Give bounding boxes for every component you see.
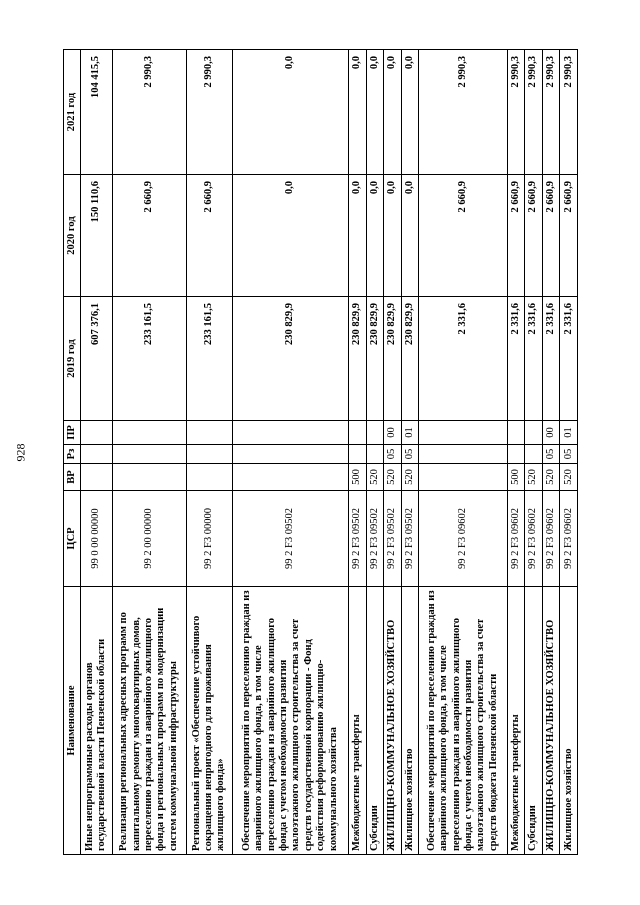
row-pr: 00 <box>384 421 402 445</box>
table-row <box>542 50 560 855</box>
row-csr: 99 2 F3 09602 <box>507 491 525 587</box>
row-name: Субсидии <box>366 587 384 855</box>
header-vr: ВР <box>64 464 81 491</box>
row-csr: 99 2 F3 09502 <box>349 491 367 587</box>
row-rz <box>112 445 186 464</box>
table-row <box>112 50 186 855</box>
row-2020: 0,0 <box>349 175 367 297</box>
table-row <box>401 50 419 855</box>
row-vr <box>81 464 113 491</box>
row-name: Иные непрограммные расходы органов государственной власти Пензенской области <box>81 587 113 855</box>
row-pr <box>112 421 186 445</box>
row-name: Обеспечение мероприятий по переселению граждан из аварийного жилищного фонда, в том числе переселению граждан из аварийного жилищного фонда с учетом необходимости развития малоэтажного жилищного строительства за счет средств бюджета Пензенской области <box>419 587 507 855</box>
table-row <box>232 50 349 855</box>
row-vr: 500 <box>507 464 525 491</box>
row-rz <box>232 445 349 464</box>
row-2019: 233 161,5 <box>112 297 186 421</box>
row-2020: 0,0 <box>232 175 349 297</box>
row-2019: 230 829,9 <box>366 297 384 421</box>
row-2019: 230 829,9 <box>384 297 402 421</box>
row-csr: 99 2 F3 09502 <box>384 491 402 587</box>
row-pr: 01 <box>401 421 419 445</box>
document-area <box>63 50 578 855</box>
row-pr <box>419 421 507 445</box>
row-2021: 2 990,3 <box>112 50 186 175</box>
row-rz <box>366 445 384 464</box>
row-2019: 2 331,6 <box>419 297 507 421</box>
row-2019: 607 376,1 <box>81 297 113 421</box>
table-row <box>525 50 543 855</box>
row-rz <box>525 445 543 464</box>
row-csr: 99 2 F3 09602 <box>560 491 578 587</box>
row-name: Региональный проект «Обеспечение устойчивого сокращения непригодного для проживания жилищного фонда» <box>186 587 232 855</box>
row-vr <box>112 464 186 491</box>
row-name: Жилищное хозяйство <box>560 587 578 855</box>
row-vr <box>186 464 232 491</box>
row-2020: 0,0 <box>401 175 419 297</box>
row-2020: 2 660,9 <box>419 175 507 297</box>
table-row <box>349 50 367 855</box>
row-vr: 520 <box>384 464 402 491</box>
row-vr: 520 <box>401 464 419 491</box>
row-rz: 05 <box>401 445 419 464</box>
row-2020: 0,0 <box>384 175 402 297</box>
row-2020: 2 660,9 <box>112 175 186 297</box>
row-vr <box>232 464 349 491</box>
row-rz: 05 <box>560 445 578 464</box>
row-2020: 2 660,9 <box>525 175 543 297</box>
table-row <box>507 50 525 855</box>
row-2020: 150 110,6 <box>81 175 113 297</box>
row-name: ЖИЛИЩНО-КОММУНАЛЬНОЕ ХОЗЯЙСТВО <box>384 587 402 855</box>
header-name: Наименование <box>64 587 81 855</box>
row-name: Жилищное хозяйство <box>401 587 419 855</box>
row-pr <box>525 421 543 445</box>
row-2019: 230 829,9 <box>401 297 419 421</box>
row-pr: 01 <box>560 421 578 445</box>
page-number: 928 <box>13 443 28 462</box>
table-row <box>419 50 507 855</box>
row-pr <box>232 421 349 445</box>
row-pr <box>507 421 525 445</box>
row-2020: 2 660,9 <box>560 175 578 297</box>
row-name: Реализация региональных адресных программ по капитальному ремонту многоквартирных домов, переселению граждан из аварийного жилищного фонда и региональных программ по модернизации систем коммунальной инфраструктуры <box>112 587 186 855</box>
table-row <box>560 50 578 855</box>
table-wrapper <box>63 50 578 855</box>
table-row <box>366 50 384 855</box>
row-csr: 99 2 F3 00000 <box>186 491 232 587</box>
row-name: Субсидии <box>525 587 543 855</box>
row-csr: 99 2 F3 09502 <box>366 491 384 587</box>
row-vr: 520 <box>525 464 543 491</box>
row-2021: 0,0 <box>349 50 367 175</box>
row-2021: 0,0 <box>366 50 384 175</box>
row-2020: 0,0 <box>366 175 384 297</box>
row-csr: 99 2 F3 09502 <box>232 491 349 587</box>
row-name: ЖИЛИЩНО-КОММУНАЛЬНОЕ ХОЗЯЙСТВО <box>542 587 560 855</box>
budget-table <box>63 49 578 855</box>
row-2019: 2 331,6 <box>525 297 543 421</box>
row-rz <box>349 445 367 464</box>
row-rz <box>186 445 232 464</box>
row-pr: 00 <box>542 421 560 445</box>
header-pr: ПР <box>64 421 81 445</box>
row-2021: 2 990,3 <box>560 50 578 175</box>
row-2021: 104 415,5 <box>81 50 113 175</box>
row-csr: 99 2 F3 09602 <box>419 491 507 587</box>
row-csr: 99 2 F3 09602 <box>542 491 560 587</box>
table-row <box>81 50 113 855</box>
row-name: Межбюджетные трансферты <box>349 587 367 855</box>
row-2021: 2 990,3 <box>542 50 560 175</box>
row-csr: 99 2 F3 09602 <box>525 491 543 587</box>
header-2021: 2021 год <box>64 50 81 175</box>
row-csr: 99 2 F3 09502 <box>401 491 419 587</box>
row-pr <box>81 421 113 445</box>
row-vr: 500 <box>349 464 367 491</box>
row-2021: 2 990,3 <box>419 50 507 175</box>
table-row <box>384 50 402 855</box>
row-2021: 0,0 <box>232 50 349 175</box>
row-2021: 2 990,3 <box>525 50 543 175</box>
row-2021: 0,0 <box>401 50 419 175</box>
row-vr: 520 <box>560 464 578 491</box>
row-pr <box>366 421 384 445</box>
row-2019: 230 829,9 <box>349 297 367 421</box>
row-2020: 2 660,9 <box>186 175 232 297</box>
row-pr <box>349 421 367 445</box>
row-2019: 2 331,6 <box>507 297 525 421</box>
row-rz <box>81 445 113 464</box>
row-vr: 520 <box>366 464 384 491</box>
row-2019: 233 161,5 <box>186 297 232 421</box>
row-2019: 230 829,9 <box>232 297 349 421</box>
page-number-container <box>12 0 30 905</box>
row-2019: 2 331,6 <box>542 297 560 421</box>
header-2019: 2019 год <box>64 297 81 421</box>
header-rz: Рз <box>64 445 81 464</box>
row-rz: 05 <box>542 445 560 464</box>
row-2021: 0,0 <box>384 50 402 175</box>
row-2021: 2 990,3 <box>186 50 232 175</box>
row-rz <box>507 445 525 464</box>
row-name: Межбюджетные трансферты <box>507 587 525 855</box>
table-header-row <box>64 50 81 855</box>
row-pr <box>186 421 232 445</box>
header-2020: 2020 год <box>64 175 81 297</box>
row-2019: 2 331,6 <box>560 297 578 421</box>
row-2020: 2 660,9 <box>542 175 560 297</box>
row-rz <box>419 445 507 464</box>
row-csr: 99 0 00 00000 <box>81 491 113 587</box>
header-csr: ЦСР <box>64 491 81 587</box>
row-rz: 05 <box>384 445 402 464</box>
row-csr: 99 2 00 00000 <box>112 491 186 587</box>
row-2021: 2 990,3 <box>507 50 525 175</box>
row-vr <box>419 464 507 491</box>
row-name: Обеспечение мероприятий по переселению граждан из аварийного жилищного фонда, в том числе переселению граждан из аварийного жилищного фонда с учетом необходимости развития малоэтажного жилищного строительства за счет средств государственной корпорации - Фонд содействия реформированию жилищно-коммунального хозяйства <box>232 587 349 855</box>
row-2020: 2 660,9 <box>507 175 525 297</box>
table-row <box>186 50 232 855</box>
row-vr: 520 <box>542 464 560 491</box>
